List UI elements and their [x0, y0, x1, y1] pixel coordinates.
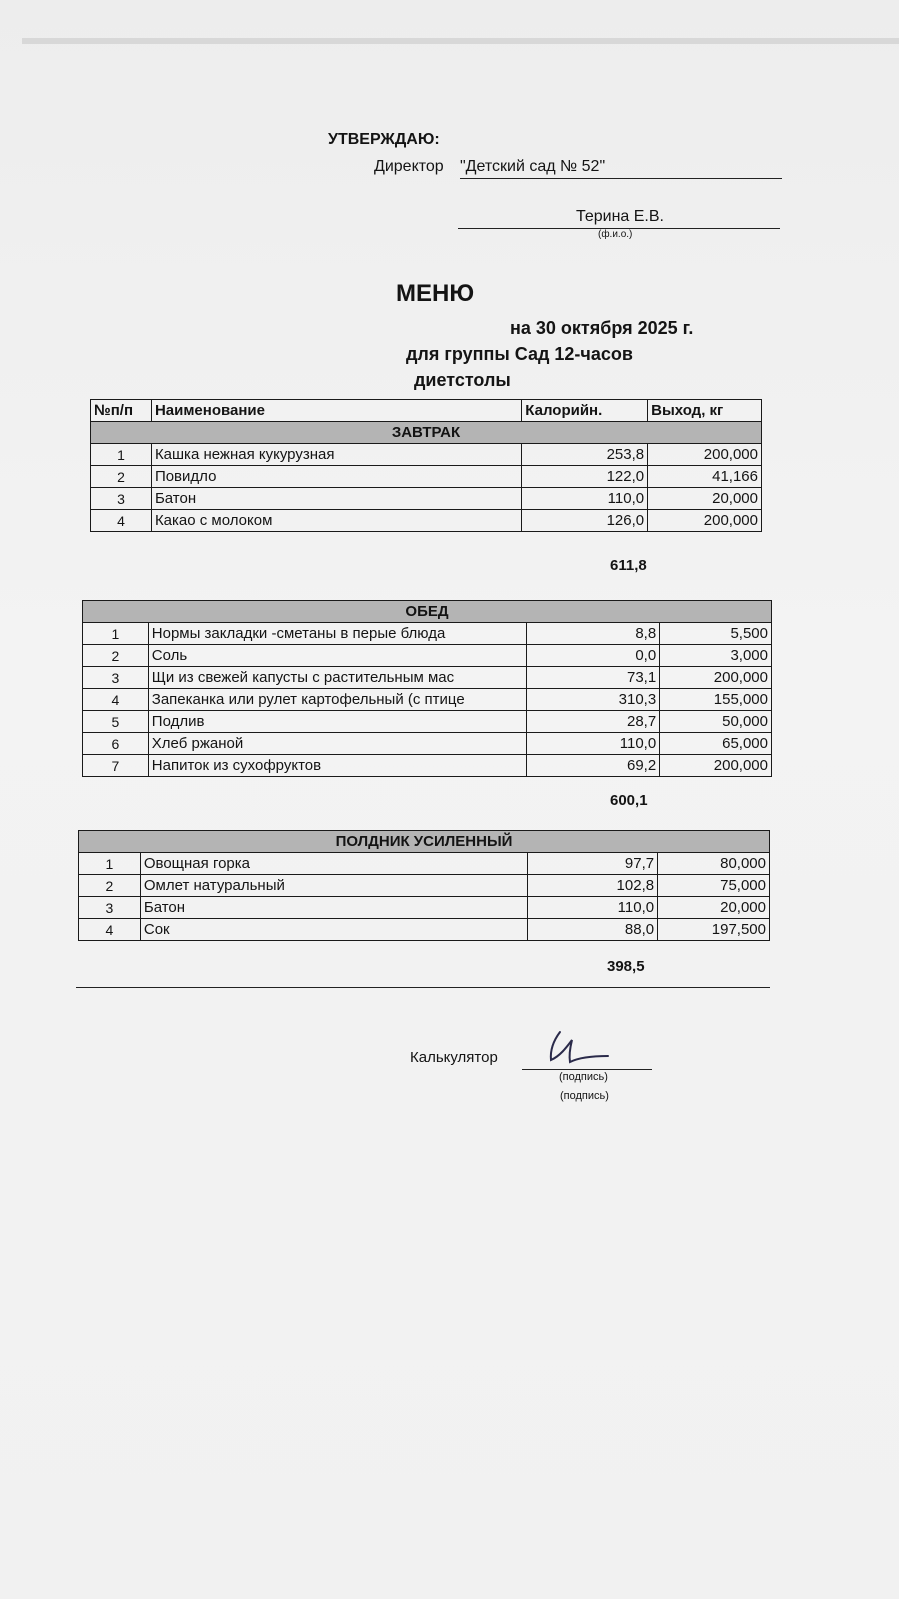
row-name: Запеканка или рулет картофельный (с птице	[148, 689, 526, 711]
table-row	[83, 755, 772, 777]
section-title-snack: ПОЛДНИК УСИЛЕННЫЙ	[79, 831, 770, 853]
row-num: 1	[91, 444, 152, 466]
row-output: 50,000	[660, 711, 772, 733]
section-title-lunch: ОБЕД	[83, 601, 772, 623]
row-calories: 0,0	[526, 645, 660, 667]
row-output: 200,000	[660, 755, 772, 777]
signature-caption: (подпись)	[560, 1090, 609, 1102]
lunch-total: 600,1	[610, 792, 648, 809]
table-row	[83, 667, 772, 689]
row-name: Кашка нежная кукурузная	[151, 444, 521, 466]
row-output: 5,500	[660, 623, 772, 645]
breakfast-table	[90, 399, 762, 532]
section-title-breakfast: ЗАВТРАК	[91, 422, 762, 444]
row-num: 5	[83, 711, 149, 733]
row-calories: 110,0	[528, 897, 658, 919]
section-row	[79, 831, 770, 853]
menu-title: МЕНЮ	[396, 280, 475, 307]
row-num: 1	[79, 853, 141, 875]
menu-diet: диетстолы	[414, 370, 511, 390]
lunch-table	[82, 600, 772, 777]
table-header-row	[91, 400, 762, 422]
row-calories: 8,8	[526, 623, 660, 645]
row-num: 2	[91, 466, 152, 488]
row-calories: 102,8	[528, 875, 658, 897]
row-num: 6	[83, 733, 149, 755]
table-row	[91, 488, 762, 510]
row-calories: 122,0	[522, 466, 648, 488]
page-edge	[22, 38, 899, 44]
handwritten-signature	[538, 1026, 618, 1070]
director-label: Директор	[374, 158, 444, 175]
row-num: 3	[91, 488, 152, 510]
calculator-label: Калькулятор	[410, 1049, 498, 1066]
director-organization: "Детский сад № 52"	[460, 158, 782, 179]
row-output: 200,000	[648, 444, 762, 466]
row-calories: 69,2	[526, 755, 660, 777]
row-num: 7	[83, 755, 149, 777]
menu-date: на 30 октября 2025 г.	[510, 318, 694, 338]
row-name: Сок	[140, 919, 527, 941]
table-row	[79, 875, 770, 897]
snack-table	[78, 830, 770, 941]
director-person: Терина Е.В.	[458, 208, 780, 229]
table-row	[83, 645, 772, 667]
header-calories: Калорийн.	[522, 400, 648, 422]
row-name: Нормы закладки -сметаны в перые блюда	[148, 623, 526, 645]
divider	[76, 987, 770, 988]
table-row	[91, 510, 762, 532]
row-name: Хлеб ржаной	[148, 733, 526, 755]
row-num: 2	[83, 645, 149, 667]
row-output: 200,000	[660, 667, 772, 689]
breakfast-total: 611,8	[610, 557, 647, 574]
row-num: 3	[79, 897, 141, 919]
row-calories: 110,0	[522, 488, 648, 510]
row-output: 41,166	[648, 466, 762, 488]
row-calories: 88,0	[528, 919, 658, 941]
row-calories: 97,7	[528, 853, 658, 875]
row-output: 20,000	[648, 488, 762, 510]
row-name: Соль	[148, 645, 526, 667]
row-name: Какао с молоком	[151, 510, 521, 532]
row-name: Батон	[140, 897, 527, 919]
row-calories: 310,3	[526, 689, 660, 711]
row-output: 200,000	[648, 510, 762, 532]
row-output: 20,000	[658, 897, 770, 919]
header-name: Наименование	[151, 400, 521, 422]
row-name: Щи из свежей капусты с растительным мас	[148, 667, 526, 689]
row-name: Напиток из сухофруктов	[148, 755, 526, 777]
signature-caption: (подпись)	[559, 1071, 608, 1083]
snack-total: 398,5	[607, 958, 645, 975]
table-row	[83, 689, 772, 711]
table-row	[79, 919, 770, 941]
row-output: 75,000	[658, 875, 770, 897]
table-row	[79, 853, 770, 875]
row-calories: 28,7	[526, 711, 660, 733]
fio-caption: (ф.и.о.)	[598, 229, 633, 240]
row-calories: 126,0	[522, 510, 648, 532]
table-row	[83, 623, 772, 645]
approval-heading: УТВЕРЖДАЮ:	[328, 131, 440, 148]
row-num: 4	[91, 510, 152, 532]
table-row	[79, 897, 770, 919]
row-num: 1	[83, 623, 149, 645]
row-output: 3,000	[660, 645, 772, 667]
row-name: Овощная горка	[140, 853, 527, 875]
row-output: 197,500	[658, 919, 770, 941]
row-output: 80,000	[658, 853, 770, 875]
row-output: 155,000	[660, 689, 772, 711]
row-calories: 110,0	[526, 733, 660, 755]
row-num: 2	[79, 875, 141, 897]
table-row	[83, 711, 772, 733]
row-num: 4	[83, 689, 149, 711]
table-row	[91, 466, 762, 488]
section-row	[91, 422, 762, 444]
section-row	[83, 601, 772, 623]
header-output: Выход, кг	[648, 400, 762, 422]
table-row	[91, 444, 762, 466]
header-num: №п/п	[91, 400, 152, 422]
row-num: 3	[83, 667, 149, 689]
menu-group: для группы Сад 12-часов	[406, 344, 633, 364]
row-name: Повидло	[151, 466, 521, 488]
row-output: 65,000	[660, 733, 772, 755]
table-row	[83, 733, 772, 755]
row-name: Омлет натуральный	[140, 875, 527, 897]
row-calories: 73,1	[526, 667, 660, 689]
row-calories: 253,8	[522, 444, 648, 466]
row-name: Подлив	[148, 711, 526, 733]
row-name: Батон	[151, 488, 521, 510]
row-num: 4	[79, 919, 141, 941]
